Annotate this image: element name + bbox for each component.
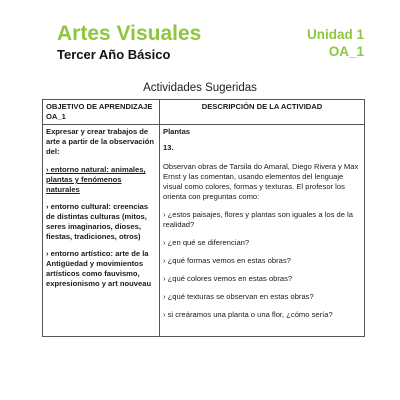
- document-header-right: [307, 26, 364, 60]
- objective-item-artistic: › entorno artístico: arte de la Antigüedad y movimientos artísticos como fauvismo, expresionismo y art nouveau: [46, 249, 152, 288]
- activities-table: [42, 99, 365, 337]
- objective-item-natural: › entorno natural: animales, plantas y fenómenos naturales: [46, 165, 146, 194]
- unit-label: Unidad 1: [306, 27, 364, 42]
- objective-code: OA_1: [328, 44, 364, 59]
- description-cell: [160, 125, 365, 337]
- activity-question: › ¿qué colores vemos en estas obras?: [163, 274, 293, 283]
- activity-topic: Plantas: [163, 127, 191, 136]
- subject-title: Artes Visuales: [57, 22, 202, 45]
- objective-item-cultural: › entorno cultural: creencias de distintas culturas (mitos, seres imaginarios, dioses, fiestas, tradiciones, otros): [46, 202, 149, 241]
- activity-question: › ¿qué texturas se observan en estas obras?: [163, 292, 314, 301]
- table-row: [43, 125, 365, 337]
- objective-column-header: OBJETIVO DE APRENDIZAJE OA_1: [43, 100, 160, 125]
- document-header-left: [57, 22, 201, 63]
- objective-lead: Expresar y crear trabajos de arte a partir de la observación del:: [46, 127, 155, 156]
- table-header-row: [43, 100, 365, 125]
- activity-question: › ¿en qué se diferencian?: [163, 238, 250, 247]
- objective-cell: [43, 125, 160, 337]
- description-column-header: DESCRIPCIÓN DE LA ACTIVIDAD: [160, 100, 365, 125]
- activity-question: › ¿qué formas vemos en estas obras?: [163, 256, 291, 265]
- activity-question: › ¿estos paisajes, flores y plantas son iguales a los de la realidad?: [163, 210, 353, 229]
- grade-level: Tercer Año Básico: [57, 47, 171, 62]
- activity-number: 13.: [163, 143, 174, 152]
- section-title: Actividades Sugeridas: [143, 82, 257, 94]
- activity-question: › si creáramos una planta o una flor, ¿cómo sería?: [163, 310, 333, 319]
- activity-intro: Observan obras de Tarsila do Amaral, Diego Rivera y Max Ernst y las comentan, usando elementos del lenguaje visual como colores, formas y texturas. El profesor los orienta con preguntas como:: [163, 162, 359, 201]
